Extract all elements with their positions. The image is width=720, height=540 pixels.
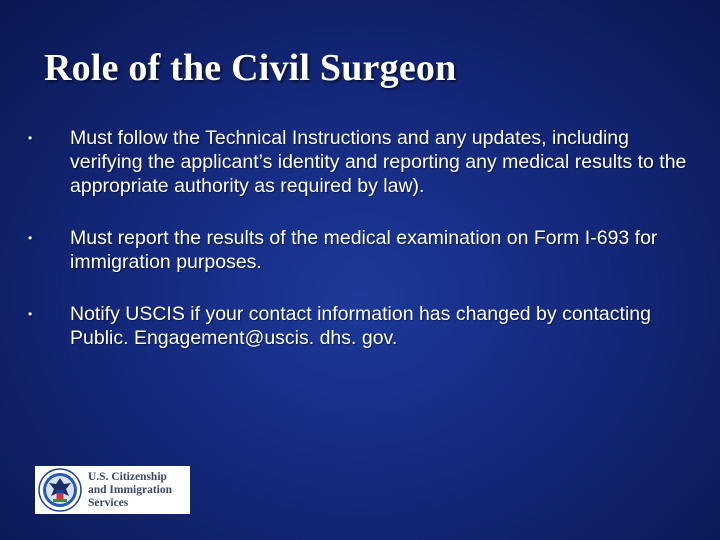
logo-line-1: U.S. Citizenship xyxy=(88,470,167,483)
logo-line-3: Services xyxy=(88,496,129,509)
logo-line-2: and Immigration xyxy=(88,483,173,496)
bullet-dot-icon: • xyxy=(28,131,33,145)
dhs-seal-icon xyxy=(38,468,82,512)
bullet-dot-icon: • xyxy=(28,307,33,321)
bullet-item xyxy=(28,226,698,274)
bullet-list xyxy=(28,126,698,378)
slide-title: Role of the Civil Surgeon xyxy=(44,47,457,89)
bullet-dot-icon: • xyxy=(28,231,33,245)
bullet-text: Must report the results of the medical examination on Form I-693 for immigration purposes. xyxy=(70,227,658,273)
bullet-item xyxy=(28,302,698,350)
bullet-item xyxy=(28,126,698,198)
logo-wordmark xyxy=(88,471,172,510)
uscis-logo xyxy=(35,466,190,514)
bullet-text: Notify USCIS if your contact information has changed by contacting Public. Engagement@uscis. dhs. gov. xyxy=(70,303,651,349)
bullet-text: Must follow the Technical Instructions and any updates, including verifying the applicant’s identity and reporting any medical results to the appropriate authority as required by law). xyxy=(70,127,687,197)
